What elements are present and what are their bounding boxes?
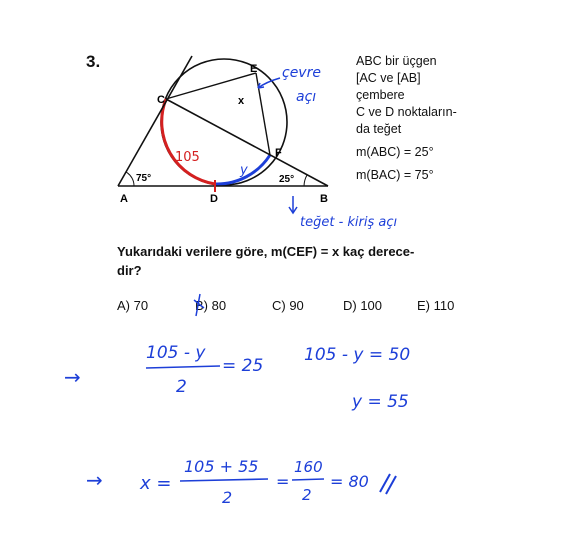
given-line: ABC bir üçgen bbox=[356, 54, 437, 68]
eq4-equals: = bbox=[276, 472, 290, 491]
label-x: x bbox=[238, 95, 245, 107]
label-e: E bbox=[250, 63, 258, 75]
choice-e[interactable]: E) 110 bbox=[417, 298, 455, 313]
angle-a-label: 75° bbox=[136, 173, 152, 184]
question-number: 3. bbox=[86, 52, 101, 71]
arc-red-label: 105 bbox=[175, 150, 200, 165]
arrow-1: → bbox=[64, 365, 81, 389]
eq4-lhs: x = bbox=[140, 473, 172, 494]
given-line: çembere bbox=[356, 88, 405, 102]
angle-b-arc bbox=[304, 175, 307, 186]
note-aci: açı bbox=[296, 89, 317, 105]
eq4-mid-bar bbox=[292, 479, 324, 480]
label-c: C bbox=[157, 94, 165, 106]
final-answer-mark bbox=[380, 474, 396, 494]
eq4-rhs: = 80 bbox=[330, 472, 369, 491]
given-line: C ve D noktaların- bbox=[356, 105, 457, 119]
note-cevre: çevre bbox=[282, 65, 321, 81]
choice-d[interactable]: D) 100 bbox=[343, 298, 383, 313]
eq4-fraction-bar bbox=[180, 479, 268, 481]
label-f: F bbox=[275, 147, 282, 159]
eq1-numerator: 105 - y bbox=[146, 343, 206, 363]
eq4-numerator: 105 + 55 bbox=[184, 457, 259, 476]
given-line: [AC ve [AB] bbox=[356, 71, 421, 85]
given-line: m(BAC) = 75° bbox=[356, 168, 434, 182]
note-teget: teğet - kiriş açı bbox=[300, 215, 398, 230]
arc-blue-label: y bbox=[240, 163, 248, 178]
given-line: da teğet bbox=[356, 122, 402, 136]
selected-mark bbox=[194, 294, 204, 316]
eq4-mid-denominator: 2 bbox=[302, 486, 312, 504]
eq4-mid-numerator: 160 bbox=[294, 458, 323, 476]
given-line: m(ABC) = 25° bbox=[356, 145, 434, 159]
stem-line: Yukarıdaki verilere göre, m(CEF) = x kaç derece- bbox=[117, 244, 415, 259]
arrow-2: → bbox=[86, 468, 103, 492]
label-a: A bbox=[120, 193, 128, 205]
angle-b-label: 25° bbox=[279, 174, 295, 185]
label-b: B bbox=[320, 193, 328, 205]
choice-b[interactable]: B) 80 bbox=[195, 298, 227, 313]
eq1-rhs: = 25 bbox=[222, 356, 264, 376]
label-d: D bbox=[210, 193, 218, 205]
eq2: 105 - y = 50 bbox=[304, 345, 411, 365]
choice-c[interactable]: C) 90 bbox=[272, 298, 304, 313]
stem-line: dir? bbox=[117, 263, 142, 278]
choice-a[interactable]: A) 70 bbox=[117, 298, 149, 313]
eq1-denominator: 2 bbox=[176, 377, 187, 397]
eq1-fraction-bar bbox=[146, 366, 220, 368]
eq3: y = 55 bbox=[352, 392, 409, 412]
angle-a-arc bbox=[126, 172, 134, 186]
eq4-denominator: 2 bbox=[222, 488, 233, 507]
